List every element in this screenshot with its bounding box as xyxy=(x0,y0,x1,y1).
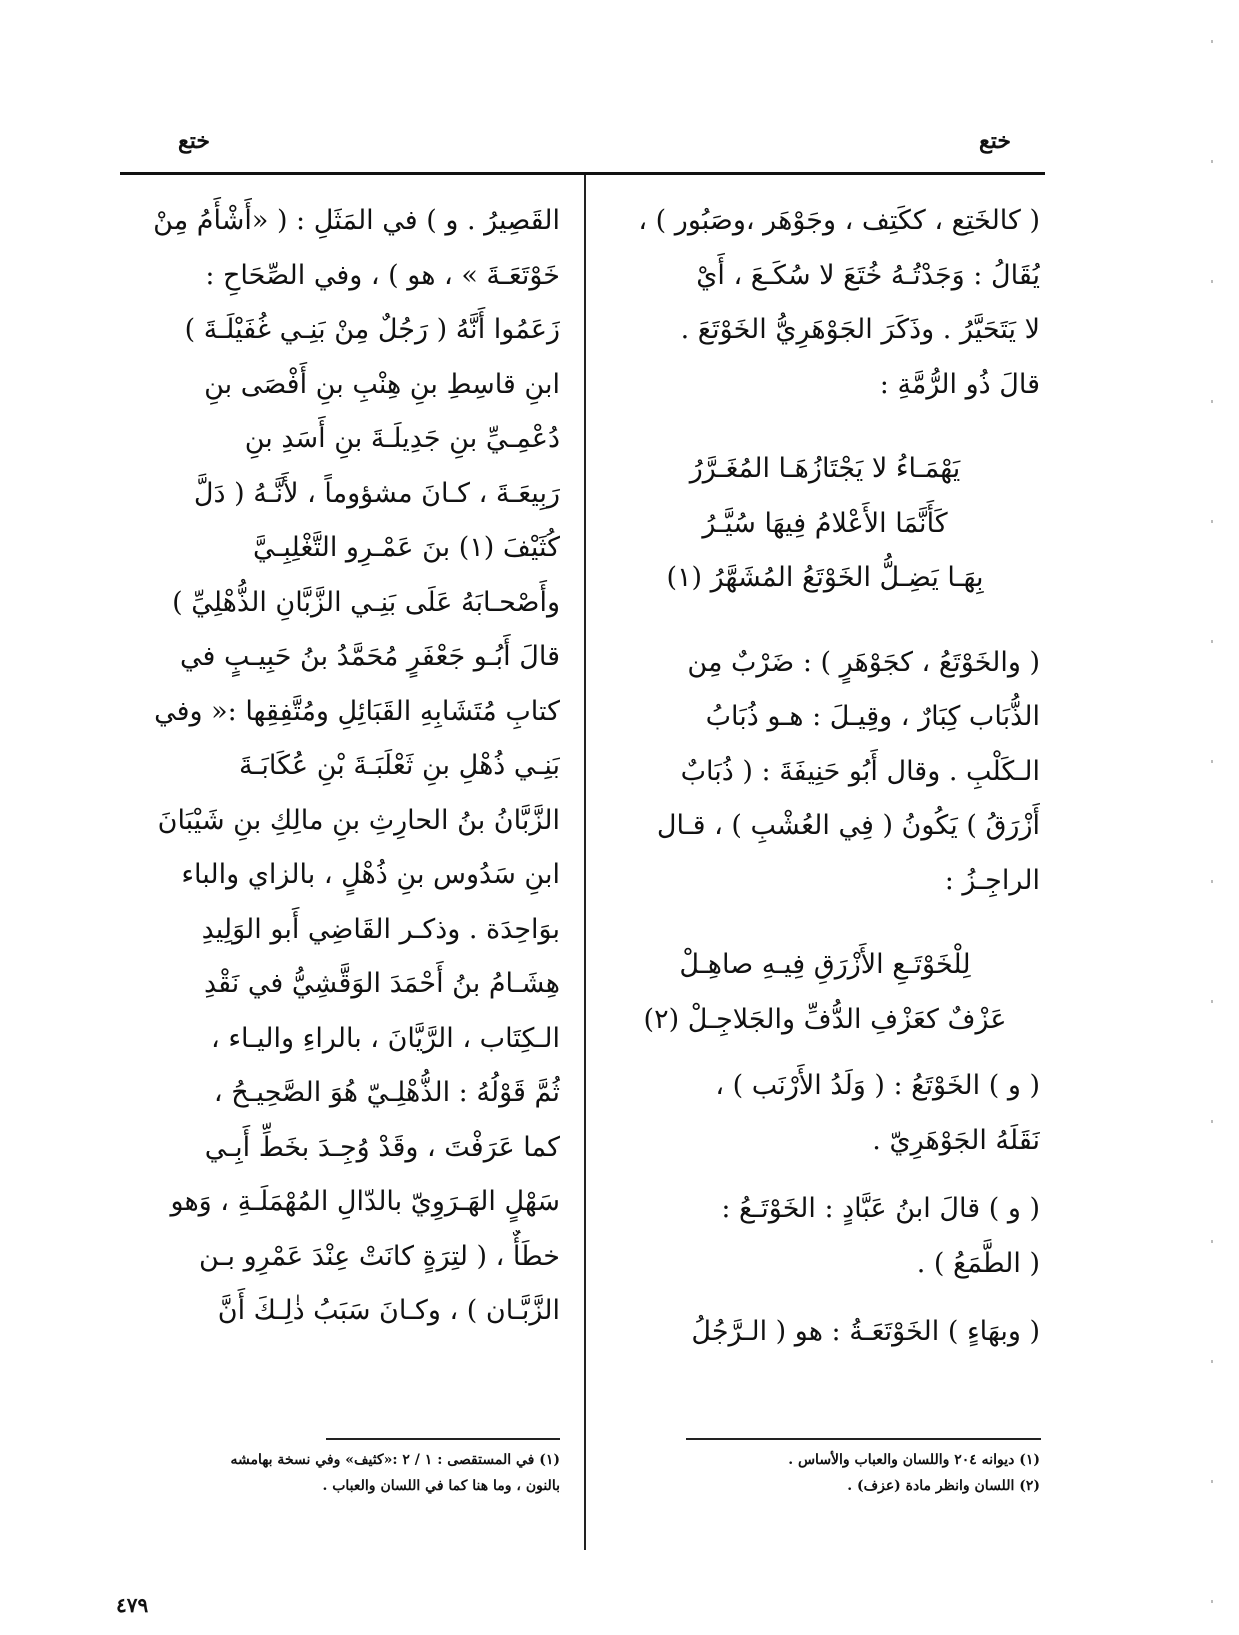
text-line: ( الطَّمَعُ ) . xyxy=(916,1247,1040,1279)
text-line: وأَصْحـابَهُ عَلَى بَنِـي الزَّبَّانِ الذُّهْلِيِّ ) xyxy=(172,586,560,618)
text-line: نَقَلَهُ الجَوْهَرِيّ . xyxy=(872,1124,1040,1156)
text-line: سَهْلٍ الهَـرَوِيّ بالدّالِ المُهْمَلَـةِ ، وَهو xyxy=(170,1186,560,1217)
text-line: قالَ ذُو الرُّمَّةِ : xyxy=(879,368,1040,400)
text-line: الراجِـزُ : xyxy=(944,864,1040,896)
footnote: بالنون ، وما هنا كما في اللسان والعباب . xyxy=(322,1478,560,1494)
text-line: هِشَـامُ بنُ أَحْمَدَ الوَقَّشِيُّ في نَقْدِ xyxy=(203,968,560,999)
text-line: الذُّبَاب كِبَارٌ ، وقِيـلَ : هـو ذُبَابُ xyxy=(705,701,1040,732)
text-line: بوَاحِدَة . وذكـر القَاضِي أَبو الوَلِيدِ xyxy=(201,913,560,945)
text-line: خطَأٌ ، ( لتِرَةٍ كانَتْ عِنْدَ عَمْرِو بـن xyxy=(199,1240,560,1272)
verse-line: كَأَنَّمَا الأَعْلامُ فِيهَا سُيَّـرُ xyxy=(702,507,948,539)
text-line: بَنِـي ذُهْلِ بنِ ثَعْلَبَـةَ بْنِ عُكَابَـةَ xyxy=(239,750,560,781)
text-line: أَزْرَقُ ) يَكُونُ ( فِي العُشْبِ ) ، قـال xyxy=(656,810,1040,841)
text-line: قالَ أَبُـو جَعْفَرٍ مُحَمَّدُ بنُ حَبِيـبٍ في xyxy=(180,641,560,672)
text-line: ( كالخَتِع ، ككَتِف ، وجَوْهَر ،وصَبُور ) ، xyxy=(638,205,1040,236)
text-line: ( و ) الخَوْتَعُ : ( وَلَدُ الأَرْنَب ) ، xyxy=(715,1070,1040,1101)
footnotes-right xyxy=(610,1447,1040,1499)
left-column xyxy=(120,194,560,1339)
footnote-rule-right xyxy=(686,1438,1041,1440)
text-line: دُعْمِـيِّ بنِ جَدِيلَـةَ بنِ أَسَدِ بنِ xyxy=(244,423,560,454)
verse-line: بِهَـا يَضِـلُّ الخَوْتَعُ المُشَهَّرُ (١) xyxy=(666,562,984,593)
right-column xyxy=(610,194,1040,1360)
text-line: زَعَمُوا أَنَّهُ ( رَجُلٌ مِنْ بَنِـي غُفَيْلَـةَ ) xyxy=(184,314,560,345)
header-rule xyxy=(120,172,1045,175)
verse-line: عَزْفٌ كعَزْفِ الدُّفِّ والجَلاجِـلْ (٢) xyxy=(643,1003,1007,1035)
text-line: الزَّبَّـان ) ، وكـانَ سَبَبُ ذٰلِـكَ أَنَّ xyxy=(217,1295,560,1326)
scan-edge-marks xyxy=(1211,0,1213,1635)
text-line: ( وبهَاءٍ ) الخَوْتَعَـةُ : هو ( الـرَّجُلُ xyxy=(691,1316,1040,1347)
verse-line: يَهْمَـاءُ لا يَجْتَازُهَـا المُغَـرَّرُ xyxy=(689,453,961,484)
page-number: ٤٧٩ xyxy=(116,1593,149,1617)
text-line: رَبِيعَـةَ ، كـانَ مشؤوماً ، لأَنَّـهُ ( دَلَّ xyxy=(193,477,560,509)
header-word-left: ختع xyxy=(178,128,210,154)
footnote: (١) في المستقصى : ١ / ٢ :«كثيف» وفي نسخة بهامشه xyxy=(230,1452,560,1468)
footnotes-left xyxy=(120,1447,560,1499)
verse-line: لِلْخَوْتَـعِ الأَزْرَقِ فِيـهِ صاهِـلْ xyxy=(679,949,971,980)
text-line: كتابِ مُتَشَابِهِ القَبَائِلِ ومُتَّفِقِها :« وفي xyxy=(154,695,560,727)
footnote: (١) ديوانه ٢٠٤ واللسان والعباب والأساس . xyxy=(788,1452,1040,1468)
text-line: ( و ) قالَ ابنُ عَبَّادٍ : الخَوْتَـعُ : xyxy=(721,1193,1040,1224)
text-line: ابنِ سَدُوس بنِ ذُهْلٍ ، بالزاي والباء xyxy=(181,859,560,890)
text-line: كما عَرَفْتَ ، وقَدْ وُجِـدَ بخَطِّ أَبِـي xyxy=(204,1131,560,1163)
text-line: كُثَيْفَ (١) بنَ عَمْـرِو التَّغْلِبِـيَّ xyxy=(252,532,560,563)
text-line: ( والخَوْتَعُ ، كجَوْهَرٍ ) : ضَرْبٌ مِن xyxy=(687,646,1040,678)
text-line: خَوْتَعَـةَ » ، هو ) ، وفي الصِّحَاحِ : xyxy=(205,259,560,291)
text-line: ابنِ قاسِطِ بنِ هِنْبِ بنِ أَفْصَى بنِ xyxy=(204,368,560,400)
footnote-rule-left xyxy=(326,1438,560,1440)
text-line: ثُمَّ قَوْلُهُ : الذُّهْلِـيّ هُوَ الصَّحِيـحُ ، xyxy=(213,1077,560,1108)
text-line: القَصِيرُ . و ) في المَثَلِ : ( «أَشْأَمُ مِنْ xyxy=(153,205,560,236)
text-line: الزَّبَّانُ بنُ الحارِثِ بنِ مالِكِ بنِ شَيْبَانَ xyxy=(157,804,560,836)
text-line: الـكِتَاب ، الرَّيَّانَ ، بالراءِ واليـاء ، xyxy=(211,1022,560,1054)
text-line: يُقَالُ : وَجَدْتُـهُ خُتَعَ لا سُكَـعَ ، أَيْ xyxy=(696,259,1040,291)
header-word-right: ختع xyxy=(979,128,1011,154)
text-line: الـكَلْبِ . وقال أَبُو حَنِيفَةَ : ( ذُبَابٌ xyxy=(680,755,1040,787)
footnote: (٢) اللسان وانظر مادة (عزف) . xyxy=(847,1478,1040,1494)
text-line: لا يَتَحَيَّرُ . وذَكَرَ الجَوْهَرِيُّ الخَوْتَعَ . xyxy=(680,314,1040,345)
column-separator xyxy=(584,175,586,1550)
